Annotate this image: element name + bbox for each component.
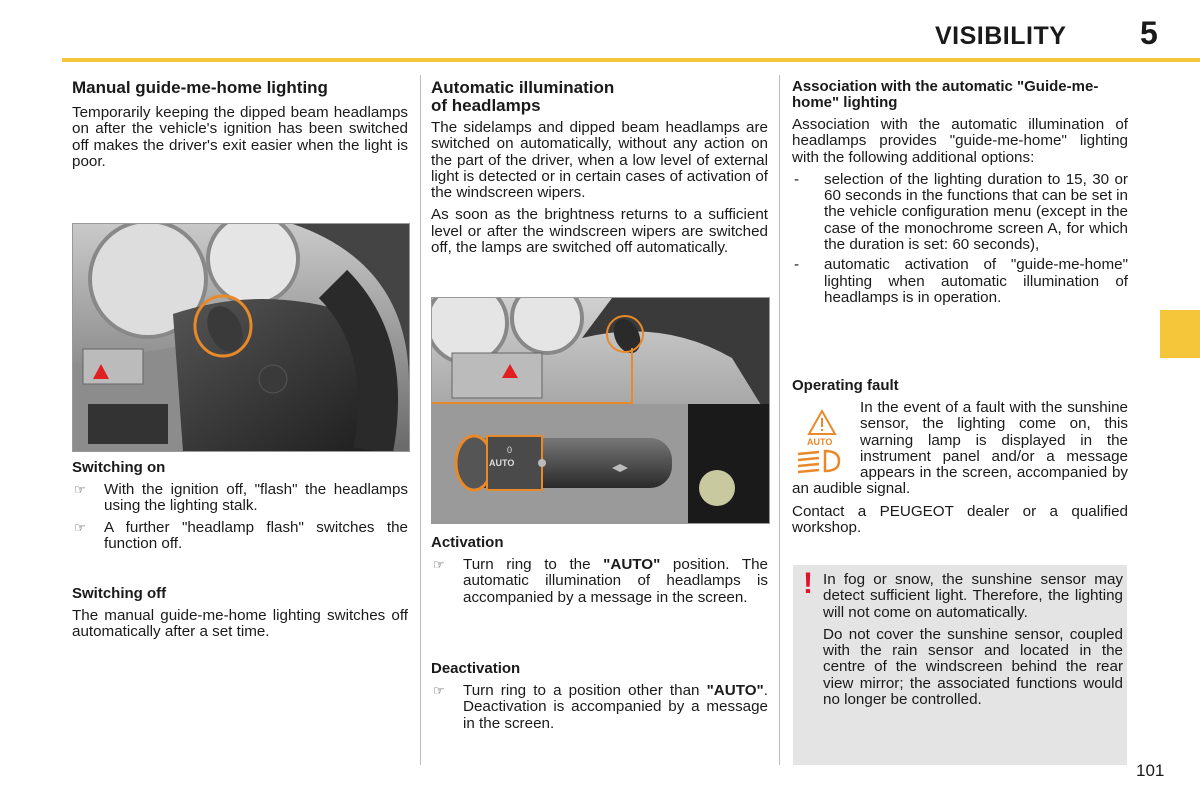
pointing-hand-icon: ☞ xyxy=(433,683,445,698)
chapter-title: VISIBILITY xyxy=(935,22,1067,50)
chapter-side-tab xyxy=(1160,310,1200,358)
column-manual-guide-me-home xyxy=(72,79,408,176)
list-item: - selection of the lighting duration to 15, 30 or 60 seconds in the functions that can be set in the vehicle configuration menu (except in the case of the monochrome screen A, for which the duration is set: 60 seconds), xyxy=(794,170,1128,254)
list-item: - automatic activation of "guide-me-home" lighting when automatic illumination of headlamps is in operation. xyxy=(794,256,1128,306)
note-paragraph: In fog or snow, the sunshine sensor may detect sufficient light. Therefore, the lighting will not come on automatically. xyxy=(823,571,1123,621)
deactivation-heading: Deactivation xyxy=(431,660,521,677)
switching-on-heading: Switching on xyxy=(72,459,166,476)
page-number: 101 xyxy=(1136,761,1165,780)
section-heading: Manual guide-me-home lighting xyxy=(72,78,328,97)
list-item: ☞ Turn ring to a position other than "AUTO". Deactivation is accompanied by a message in the screen. xyxy=(433,682,768,732)
pointing-hand-icon: ☞ xyxy=(433,557,445,572)
switching-off-section xyxy=(72,586,408,647)
section-heading: Automatic illumination of headlamps xyxy=(431,78,615,115)
switching-off-text: The manual guide-me-home lighting switches off automatically after a set time. xyxy=(72,607,408,641)
header-rule xyxy=(62,58,1200,62)
fault-heading: Operating fault xyxy=(792,377,899,394)
activation-section xyxy=(431,535,768,611)
switching-off-heading: Switching off xyxy=(72,585,167,602)
paragraph: As soon as the brightness returns to a sufficient level or after the windscreen wipers are switched off, the lamps are switched off automatically. xyxy=(431,206,768,257)
column-automatic-illumination xyxy=(431,79,768,262)
intro-paragraph: Temporarily keeping the dipped beam headlamps on after the vehicle's ignition has been switched off makes the driver's exit easier when the light is poor. xyxy=(72,104,408,170)
auto-label: AUTO xyxy=(489,458,515,468)
column-divider-2 xyxy=(779,75,780,765)
activation-heading: Activation xyxy=(431,534,504,551)
exclamation-icon: ! xyxy=(803,567,813,600)
paragraph: The sidelamps and dipped beam headlamps are switched on automatically, without any action on the part of the driver, when a low level of external light is detected or in certain cases of activation of the windscreen wipers. xyxy=(431,119,768,202)
chapter-number: 5 xyxy=(1140,15,1158,51)
list-item: ☞ Turn ring to the "AUTO" position. The automatic illumination of headlamps is accompanied by a message in the screen. xyxy=(433,556,768,606)
fault-text: In the event of a fault with the sunshine sensor, the lighting come on, this warning lamp is displayed in the instrument panel and/or a message appears in the screen, accompanied by an audible signal. xyxy=(792,399,1128,498)
switching-on-section xyxy=(72,460,408,557)
warning-note-box xyxy=(793,565,1127,765)
off-label: 0 xyxy=(507,445,513,455)
auto-warning-lamp xyxy=(795,408,850,478)
list-item: ☞ With the ignition off, "flash" the headlamps using the lighting stalk. xyxy=(74,481,408,515)
auto-ring-photo xyxy=(431,297,770,524)
note-paragraph: Do not cover the sunshine sensor, coupled with the rain sensor and located in the centre of the windscreen behind the rear view mirror; the associated functions would no longer be controlled. xyxy=(823,625,1123,709)
dipped-beam-lamp-icon xyxy=(798,451,839,472)
contact-text: Contact a PEUGEOT dealer or a qualified workshop. xyxy=(792,502,1128,537)
lighting-stalk-photo xyxy=(72,223,410,452)
association-section xyxy=(792,79,1128,310)
association-heading: Association with the automatic "Guide-me-home" lighting xyxy=(792,78,1099,111)
pointing-hand-icon: ☞ xyxy=(74,482,86,497)
association-intro: Association with the automatic illumination of headlamps provides "guide-me-home" lighting with the following additional options: xyxy=(792,116,1128,166)
deactivation-section xyxy=(431,661,768,737)
list-item: ☞ A further "headlamp flash" switches the function off. xyxy=(74,518,408,552)
pointing-hand-icon: ☞ xyxy=(74,519,86,535)
warning-triangle-icon xyxy=(809,411,835,434)
warning-auto-label: AUTO xyxy=(807,437,833,447)
column-divider-1 xyxy=(420,75,421,765)
